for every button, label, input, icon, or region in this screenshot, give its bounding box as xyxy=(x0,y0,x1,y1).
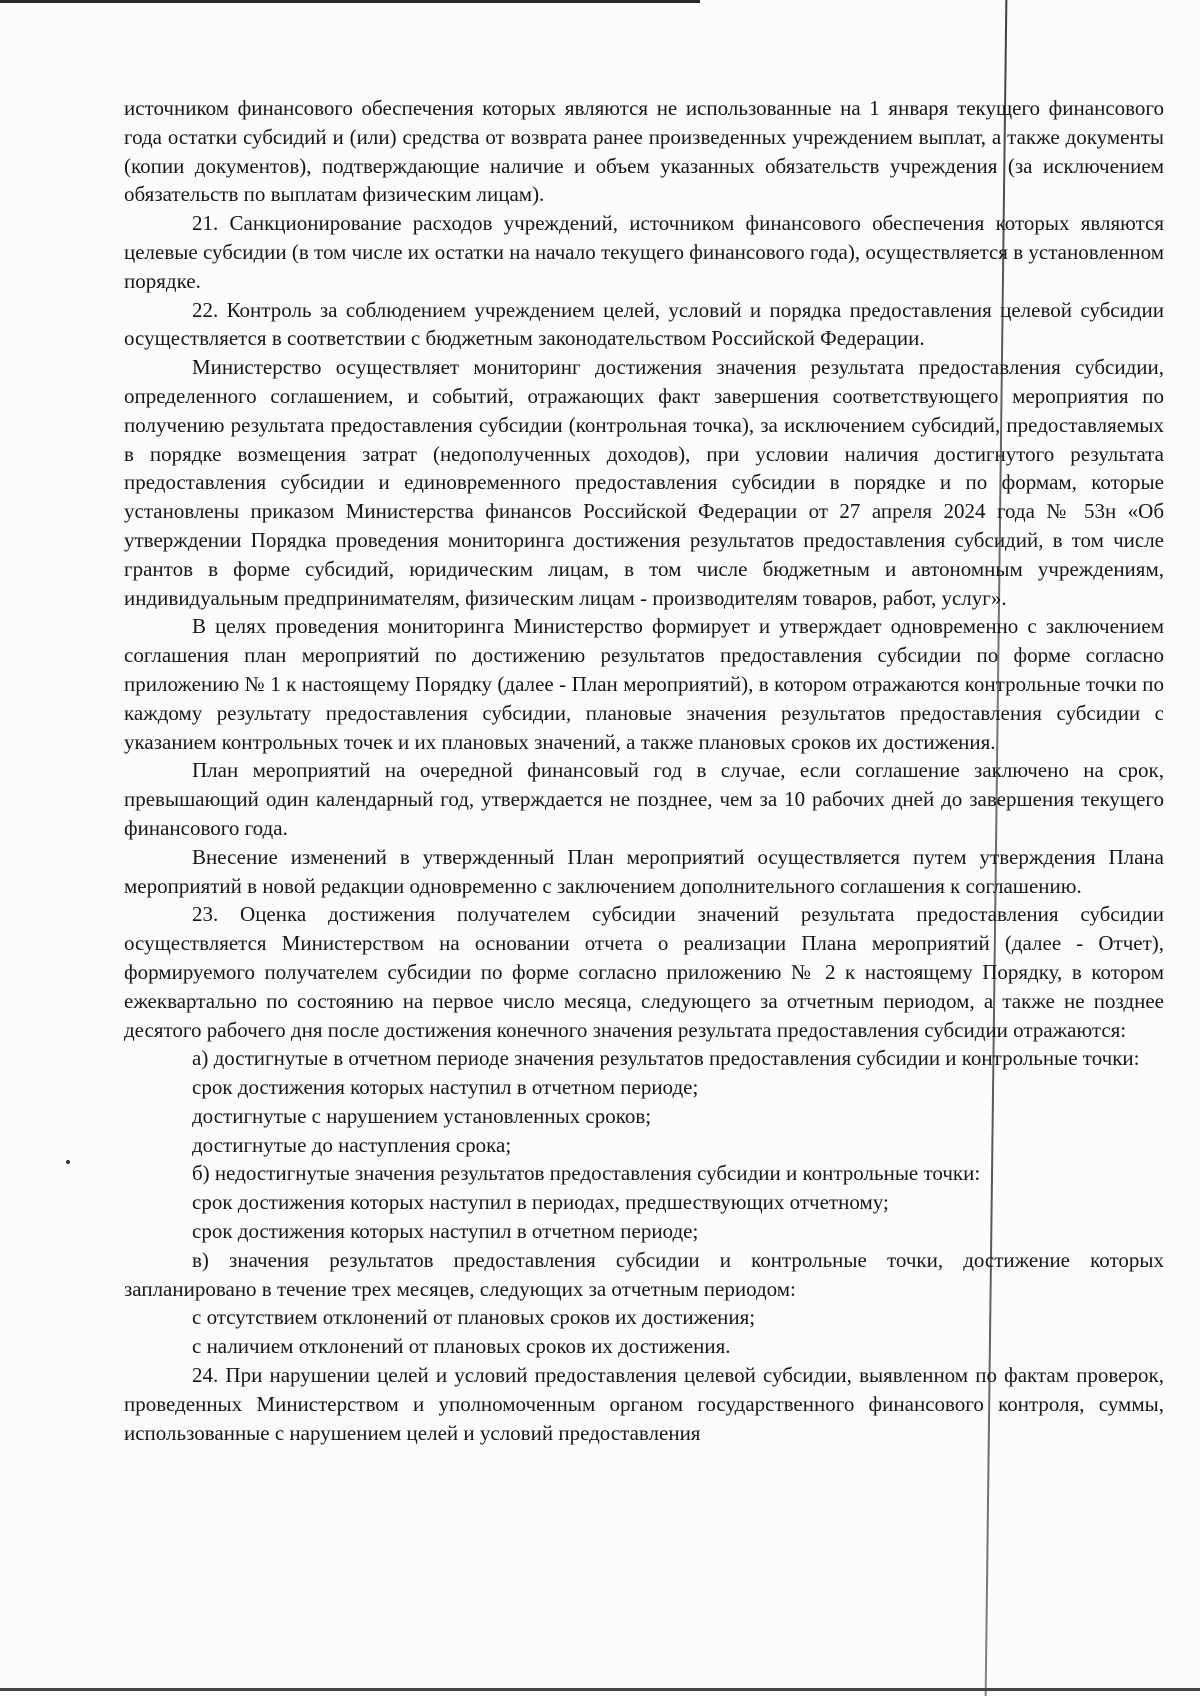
list-item-v: в) значения результатов предоставления субсидии и контрольные точки, достижение которых запланировано в течение трех месяцев, следующих за отчетным периодом: xyxy=(124,1247,1164,1301)
list-subitem: с наличием отклонений от плановых сроков их достижения. xyxy=(192,1334,731,1359)
bottom-edge-rule xyxy=(0,1688,1200,1691)
paragraph: План мероприятий на очередной финансовый год в случае, если соглашение заключено на срок, превышающий один календарный год, утверждается не позднее, чем за 10 рабочих дней до завершения текущего финансового года. xyxy=(124,758,1164,840)
list-subitem: достигнутые до наступления срока; xyxy=(192,1132,512,1157)
paragraph-24: 24. При нарушении целей и условий предоставления целевой субсидии, выявленном по фактам проверок, проведенных Министерством и уполномоченным органом государственного финансового контроля, суммы, использованные с нарушением целей и условий предоставления xyxy=(124,1363,1164,1445)
list-subitem: достигнутые с нарушением установленных сроков; xyxy=(192,1103,652,1128)
scan-speck xyxy=(66,1160,70,1164)
list-subitem: срок достижения которых наступил в отчетном периоде; xyxy=(192,1219,699,1244)
top-edge-rule xyxy=(0,0,700,3)
document-body xyxy=(124,94,1164,1447)
paragraph-21: 21. Санкционирование расходов учреждений, источником финансового обеспечения которых являются целевые субсидии (в том числе их остатки на начало текущего финансового года), осуществляется в установленном порядке. xyxy=(124,211,1164,293)
paragraph: Внесение изменений в утвержденный План мероприятий осуществляется путем утверждения Плана мероприятий в новой редакции одновременно с заключением дополнительного соглашения к соглашению. xyxy=(124,844,1164,898)
list-subitem: срок достижения которых наступил в отчетном периоде; xyxy=(192,1075,699,1100)
list-subitem: срок достижения которых наступил в периодах, предшествующих отчетному; xyxy=(192,1190,889,1215)
list-item-a: а) достигнутые в отчетном периоде значения результатов предоставления субсидии и контрольные точки: xyxy=(192,1046,1140,1071)
paragraph-23: 23. Оценка достижения получателем субсидии значений результата предоставления субсидии осуществляется Министерством на основании отчета о реализации Плана мероприятий (далее - Отчет), формируемого получателем субсидии по форме согласно приложению № 2 к настоящему Порядку, в котором ежеквартально по состоянию на первое число месяца, следующего за отчетным периодом, а также не позднее десятого рабочего дня после достижения конечного значения результата предоставления субсидии отражаются: xyxy=(124,902,1164,1042)
paragraph: В целях проведения мониторинга Министерство формирует и утверждает одновременно с заключением соглашения план мероприятий по достижению результатов предоставления субсидии по форме согласно приложению № 1 к настоящему Порядку (далее - План мероприятий), в котором отражаются контрольные точки по каждому результату предоставления субсидии, плановые значения результатов предоставления субсидии с указанием контрольных точек и их плановых значений, а также плановых сроков их достижения. xyxy=(124,614,1164,754)
paragraph: источником финансового обеспечения которых являются не использованные на 1 января текущего финансового года остатки субсидий и (или) средства от возврата ранее произведенных учреждением выплат, а также документы (копии документов), подтверждающие наличие и объем указанных обязательств учреждения (за исключением обязательств по выплатам физическим лицам). xyxy=(124,96,1164,207)
paragraph: Министерство осуществляет мониторинг достижения значения результата предоставления субсидии, определенного соглашением, и событий, отражающих факт завершения соответствующего мероприятия по получению результата предоставления субсидии (контрольная точка), за исключением субсидий, предоставляемых в порядке возмещения затрат (недополученных доходов), при условии наличия достигнутого результата предоставления субсидии и единовременного предоставления субсидии в порядке и по формам, которые установлены приказом Министерства финансов Российской Федерации от 27 апреля 2024 года № 53н «Об утверждении Порядка проведения мониторинга достижения результатов предоставления субсидий, в том числе грантов в форме субсидий, юридическим лицам, в том числе бюджетным и автономным учреждениям, индивидуальным предпринимателям, физическим лицам - производителям товаров, работ, услуг». xyxy=(124,355,1164,610)
list-item-b: б) недостигнутые значения результатов предоставления субсидии и контрольные точки: xyxy=(192,1161,981,1186)
paragraph-22: 22. Контроль за соблюдением учреждением целей, условий и порядка предоставления целевой субсидии осуществляется в соответствии с бюджетным законодательством Российской Федерации. xyxy=(124,297,1164,351)
list-subitem: с отсутствием отклонений от плановых сроков их достижения; xyxy=(192,1305,756,1330)
